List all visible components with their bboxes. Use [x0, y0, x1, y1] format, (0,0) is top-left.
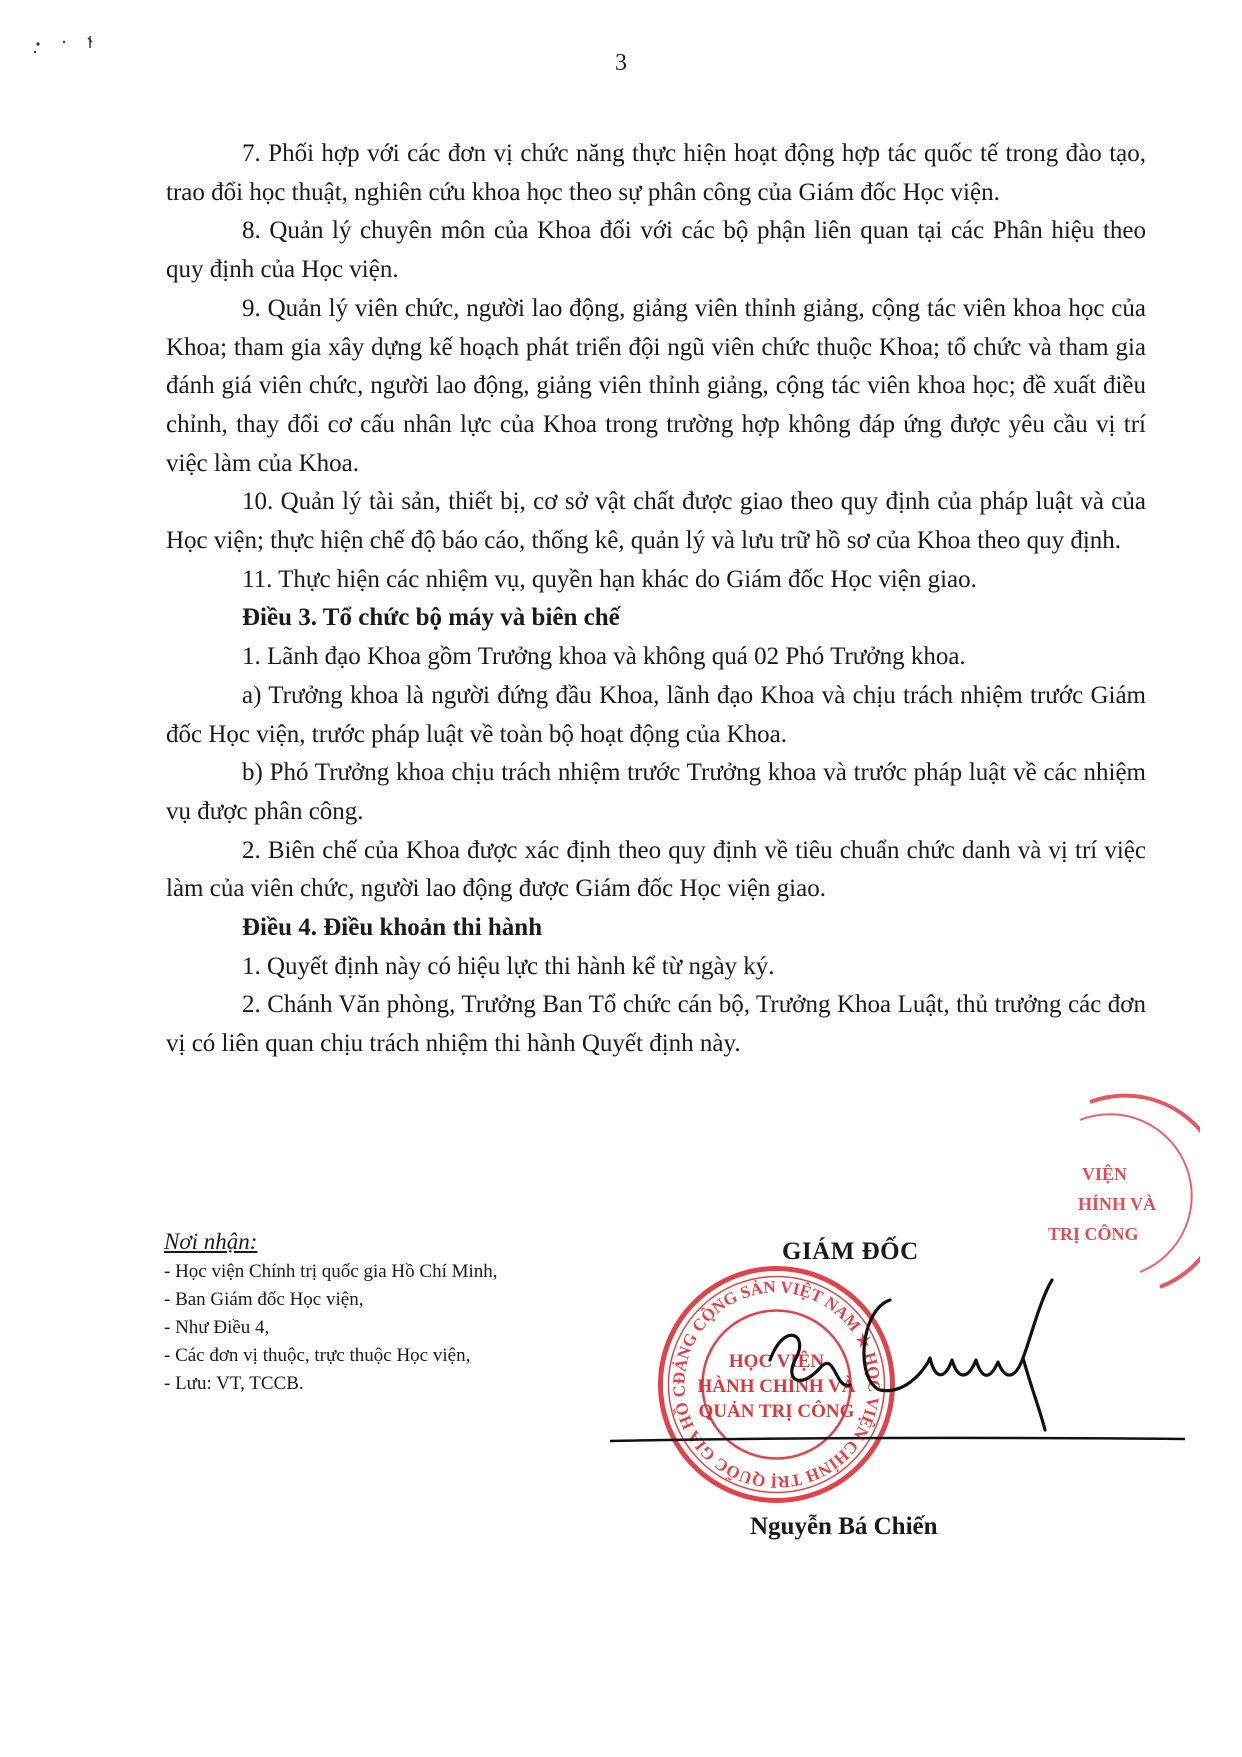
article-heading: Điều 4. Điều khoản thi hành — [242, 914, 543, 942]
paragraph: 1. Lãnh đạo Khoa gồm Trưởng khoa và không quá 02 Phó Trưởng khoa. — [242, 643, 966, 671]
svg-text:HÍNH VÀ: HÍNH VÀ — [1078, 1194, 1157, 1214]
recipients-title: Nơi nhận: — [164, 1229, 258, 1254]
handwritten-signature — [740, 1240, 1080, 1445]
recipients-list — [164, 1258, 634, 1398]
seal-center-text: QUẢN TRỊ CÔNG — [698, 1401, 855, 1422]
seal-center-text: HỌC VIỆN — [728, 1351, 825, 1372]
paragraph: 9. Quản lý viên chức, người lao động, giảng viên thỉnh giảng, cộng tác viên khoa học của Khoa; tham gia xây dựng kế hoạch phát triển đội ngũ viên chức thuộc Khoa; tổ chức và tham gia đánh giá viên chức, người lao động, giảng viên thỉnh giảng, cộng tác viên khoa học; đề xuất điều chỉnh, thay đổi cơ cấu nhân lực của Khoa trong trường hợp không đáp ứng được yêu cầu vị trí việc làm của Khoa. — [166, 294, 1146, 477]
paragraph: 11. Thực hiện các nhiệm vụ, quyền hạn khác do Giám đốc Học viện giao. — [242, 565, 977, 593]
paragraph: a) Trưởng khoa là người đứng đầu Khoa, lãnh đạo Khoa và chịu trách nhiệm trước Giám đốc Học viện, trước pháp luật về toàn bộ hoạt động của Khoa. — [166, 681, 1146, 748]
recipient-item: - Như Điều 4, — [164, 1317, 270, 1338]
page-number: 3 — [615, 50, 627, 76]
paragraph: 8. Quản lý chuyên môn của Khoa đối với các bộ phận liên quan tại các Phân hiệu theo quy định của Học viện. — [166, 217, 1146, 284]
signature-underline — [610, 1432, 1190, 1450]
paragraph: 10. Quản lý tài sản, thiết bị, cơ sở vật chất được giao theo quy định của pháp luật và của Học viện; thực hiện chế độ báo cáo, thống kê, quản lý và lưu trữ hồ sơ của Khoa theo quy định. — [166, 488, 1146, 555]
seal-center-text: HÀNH CHÍNH VÀ — [697, 1376, 856, 1397]
recipient-item: - Ban Giám đốc Học viện, — [164, 1289, 364, 1310]
seal-ring-text: ĐẢNG CỘNG SẢN VIỆT NAM ★ HỌC VIỆN CHÍNH TRỊ QUỐC GIA HỒ C — [669, 1277, 884, 1492]
recipient-item: - Học viện Chính trị quốc gia Hồ Chí Minh, — [164, 1261, 498, 1282]
svg-text:VIỆN: VIỆN — [1082, 1164, 1128, 1184]
svg-text:TRỊ CÔNG: TRỊ CÔNG — [1048, 1224, 1139, 1244]
signer-name: Nguyễn Bá Chiến — [750, 1513, 938, 1540]
article-heading: Điều 3. Tổ chức bộ máy và biên chế — [242, 604, 620, 632]
recipients-block — [164, 1228, 634, 1398]
paragraph: 2. Chánh Văn phòng, Trưởng Ban Tổ chức cán bộ, Trưởng Khoa Luật, thủ trưởng các đơn vị có liên quan chịu trách nhiệm thi hành Quyết định này. — [166, 991, 1146, 1058]
recipient-item: - Các đơn vị thuộc, trực thuộc Học viện, — [164, 1345, 471, 1366]
paragraph: 1. Quyết định này có hiệu lực thi hành kể từ ngày ký. — [242, 952, 775, 980]
paragraph: 7. Phối hợp với các đơn vị chức năng thực hiện hoạt động hợp tác quốc tế trong đào tạo, trao đổi học thuật, nghiên cứu khoa học theo sự phân công của Giám đốc Học viện. — [166, 140, 1146, 206]
recipient-item: - Lưu: VT, TCCB. — [164, 1373, 304, 1394]
document-body — [166, 135, 1146, 1064]
paragraph: b) Phó Trưởng khoa chịu trách nhiệm trước Trưởng khoa và trước pháp luật về các nhiệm vụ được phân công. — [166, 759, 1146, 825]
signer-title: GIÁM ĐỐC — [782, 1238, 919, 1265]
paragraph: 2. Biên chế của Khoa được xác định theo quy định về tiêu chuẩn chức danh và vị trí việc làm của viên chức, người lao động được Giám đốc Học viện giao. — [166, 836, 1146, 903]
